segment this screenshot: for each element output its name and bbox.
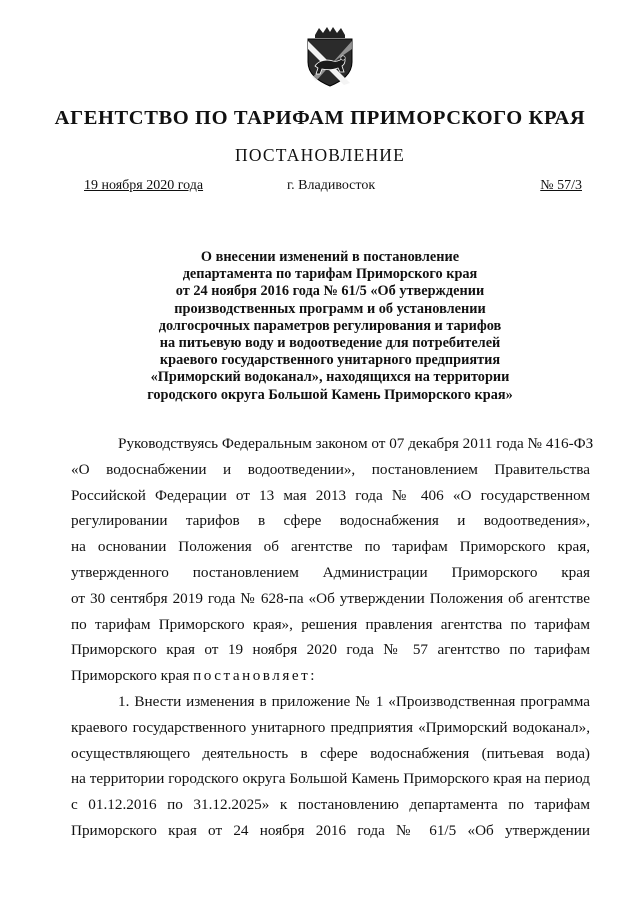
paragraph-line: от 30 сентября 2019 года № 628-па «Об утверждении Положения об агентстве <box>71 589 590 607</box>
paragraph-line: по тарифам Приморского края», решения правления агентства по тарифам <box>71 615 590 633</box>
resolution-prefix: Приморского края <box>71 667 194 685</box>
subject-line: «Приморский водоканал», находящихся на территории <box>150 369 510 386</box>
paragraph-line: осуществляющего деятельность в сфере водоснабжения (питьевая вода) <box>71 744 590 762</box>
paragraph-line: краевого государственного унитарного предприятия «Приморский водоканал», <box>71 718 590 736</box>
paragraph-line: на территории городского округа Большой Камень Приморского края на период <box>71 770 590 788</box>
subject-line: от 24 ноября 2016 года № 61/5 «Об утверждении <box>175 283 485 300</box>
paragraph-line: утвержденного постановлением Администрации Приморского края <box>71 563 590 581</box>
agency-title: АГЕНТСТВО ПО ТАРИФАМ ПРИМОРСКОГО КРАЯ <box>54 107 586 129</box>
paragraph-line: Приморского края от 24 ноября 2016 года № 61/5 «Об утверждении <box>71 821 590 839</box>
coat-of-arms-emblem <box>301 26 359 88</box>
subject-line: департамента по тарифам Приморского края <box>182 266 478 283</box>
paragraph-line <box>71 663 590 689</box>
paragraph-line: 1. Внести изменения в приложение № 1 «Производственная программа <box>118 692 590 710</box>
document-city: г. Владивосток <box>287 178 376 193</box>
paragraph-line: Руководствуясь Федеральным законом от 07 декабря 2011 года № 416-ФЗ <box>118 435 594 452</box>
paragraph-line: регулировании тарифов в сфере водоснабжения и водоотведения», <box>71 512 590 530</box>
paragraph-line: с 01.12.2016 по 31.12.2025» к постановлению департамента по тарифам <box>71 796 590 814</box>
paragraph-line: на основании Положения об агентстве по тарифам Приморского края, <box>71 538 590 556</box>
subject-line: краевого государственного унитарного предприятия <box>159 352 501 369</box>
paragraph-line: «О водоснабжении и водоотведении», постановлением Правительства <box>71 460 590 478</box>
document-type: ПОСТАНОВЛЕНИЕ <box>234 145 406 165</box>
document-subject <box>40 249 620 404</box>
subject-line: производственных программ и об установлении <box>174 300 486 317</box>
subject-line: городского округа Большой Камень Приморского края» <box>147 386 513 403</box>
subject-line: на питьевую воду и водоотведение для потребителей <box>159 335 501 352</box>
document-date: 19 ноября 2020 года <box>84 178 204 193</box>
resolution-verb: постановляет: <box>193 667 317 685</box>
document-body <box>71 431 594 844</box>
paragraph-line: Российской Федерации от 13 мая 2013 года № 406 «О государственном <box>71 486 590 504</box>
subject-line: О внесении изменений в постановление <box>200 249 460 265</box>
subject-line: долгосрочных параметров регулирования и тарифов <box>158 317 502 334</box>
paragraph-line: Приморского края от 19 ноября 2020 года № 57 агентство по тарифам <box>71 641 590 659</box>
document-number: № 57/3 <box>540 178 582 193</box>
